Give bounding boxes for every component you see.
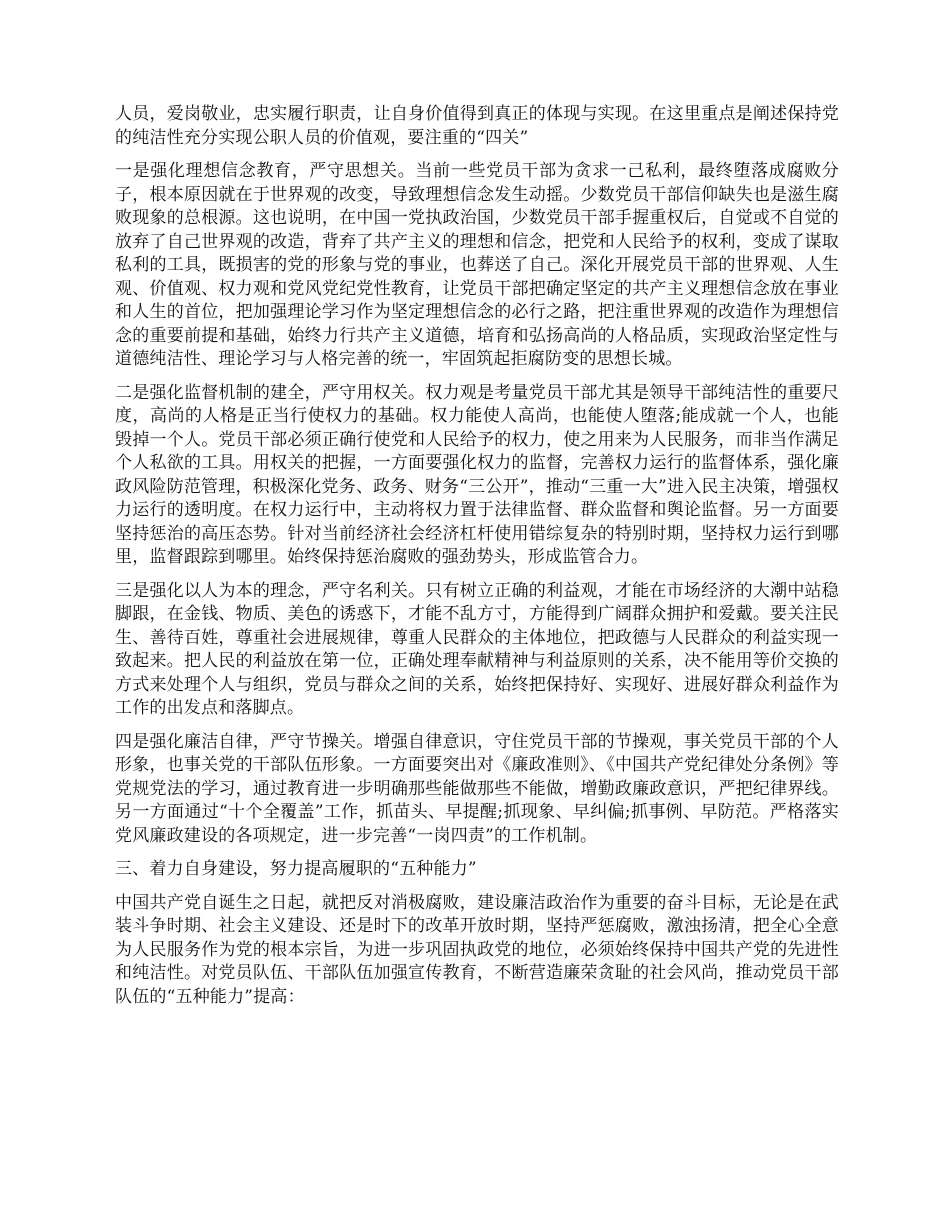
paragraph-integrity-check: 四是强化廉洁自律，严守节操关。增强自律意识，守住党员干部的节操观，事关党员干部的个人形象，也事关党的干部队伍形象。一方面要突出对《廉政准则》、《中国共产党纪律处分条例》等党规党法的学习，通过教育进一步明确那些能做那些不能做，增勤政廉政意识，严把纪律界线。另一方面通过“十个全覆盖”工作，抓苗头、早提醒;抓现象、早纠偏;抓事例、早防范。严格落实党风廉政建设的各项规定，进一步完善“一岗四责”的工作机制。 <box>115 731 839 846</box>
paragraph-party-history: 中国共产党自诞生之日起，就把反对消极腐败，建设廉洁政治作为重要的奋斗目标，无论是在武装斗争时期、社会主义建设、还是时下的改革开放时期，坚持严惩腐败，激浊扬清，把全心全意为人民服务作为党的根本宗旨，为进一步巩固执政党的地位，必须始终保持中国共产党的先进性和纯洁性。对党员队伍、干部队伍加强宣传教育，不断营造廉荣贪耻的社会风尚，推动党员干部队伍的“五种能力”提高： <box>115 892 839 1007</box>
paragraph-interest-check: 三是强化以人为本的理念，严守名利关。只有树立正确的利益观，才能在市场经济的大潮中站稳脚跟，在金钱、物质、美色的诱惑下，才能不乱方寸，方能得到广阔群众拥护和爱戴。要关注民生、善待百姓，尊重社会进展规律，尊重人民群众的主体地位，把政德与人民群众的利益实现一致起来。把人民的利益放在第一位，正确处理奉献精神与利益原则的关系，决不能用等价交换的方式来处理个人与组织，党员与群众之间的关系，始终把保持好、实现好、进展好群众利益作为工作的出发点和落脚点。 <box>115 580 839 718</box>
section-heading-five-abilities: 三、着力自身建设，努力提高履职的“五种能力” <box>115 859 477 879</box>
document-page <box>115 103 839 1019</box>
paragraph-ideology-check: 一是强化理想信念教育，严守思想关。当前一些党员干部为贪求一己私利，最终堕落成腐败分子，根本原因就在于世界观的改变，导致理想信念发生动摇。少数党员干部信仰缺失也是滋生腐败现象的总根源。这也说明，在中国一党执政治国，少数党员干部手握重权后，自觉或不自觉的放弃了自己世界观的改造，背弃了共产主义的理想和信念，把党和人民给予的权利，变成了谋取私利的工具，既损害的党的形象与党的事业，也葬送了自己。深化开展党员干部的世界观、人生观、价值观、权力观和党风党纪党性教育，让党员干部把确定坚定的共产主义理想信念放在事业和人生的首位，把加强理论学习作为坚定理想信念的必行之路，把注重世界观的改造作为理想信念的重要前提和基础，始终力行共产主义道德，培育和弘扬高尚的人格品质，实现政治坚定性与道德纯洁性、理论学习与人格完善的统一，牢固筑起拒腐防变的思想长城。 <box>115 161 839 369</box>
paragraph-power-check: 二是强化监督机制的建全，严守用权关。权力观是考量党员干部尤其是领导干部纯洁性的重要尺度，高尚的人格是正当行使权力的基础。权力能使人高尚，也能使人堕落;能成就一个人，也能毁掉一个人。党员干部必须正确行使党和人民给予的权力，使之用来为人民服务，而非当作满足个人私欲的工具。用权关的把握，一方面要强化权力的监督，完善权力运行的监督体系，强化廉政风险防范管理，积极深化党务、政务、财务“三公开”，推动“三重一大”进入民主决策，增强权力运行的透明度。在权力运行中，主动将权力置于法律监督、群众监督和舆论监督。另一方面要坚持惩治的高压态势。针对当前经济社会经济杠杆使用错综复杂的特别时期，坚持权力运行到哪里，监督跟踪到哪里。始终保持惩治腐败的强劲势头，形成监管合力。 <box>115 382 839 567</box>
paragraph-intro-four-checks: 人员，爱岗敬业，忠实履行职责，让自身价值得到真正的体现与实现。在这里重点是阐述保持党的纯洁性充分实现公职人员的价值观，要注重的“四关” <box>115 104 839 148</box>
